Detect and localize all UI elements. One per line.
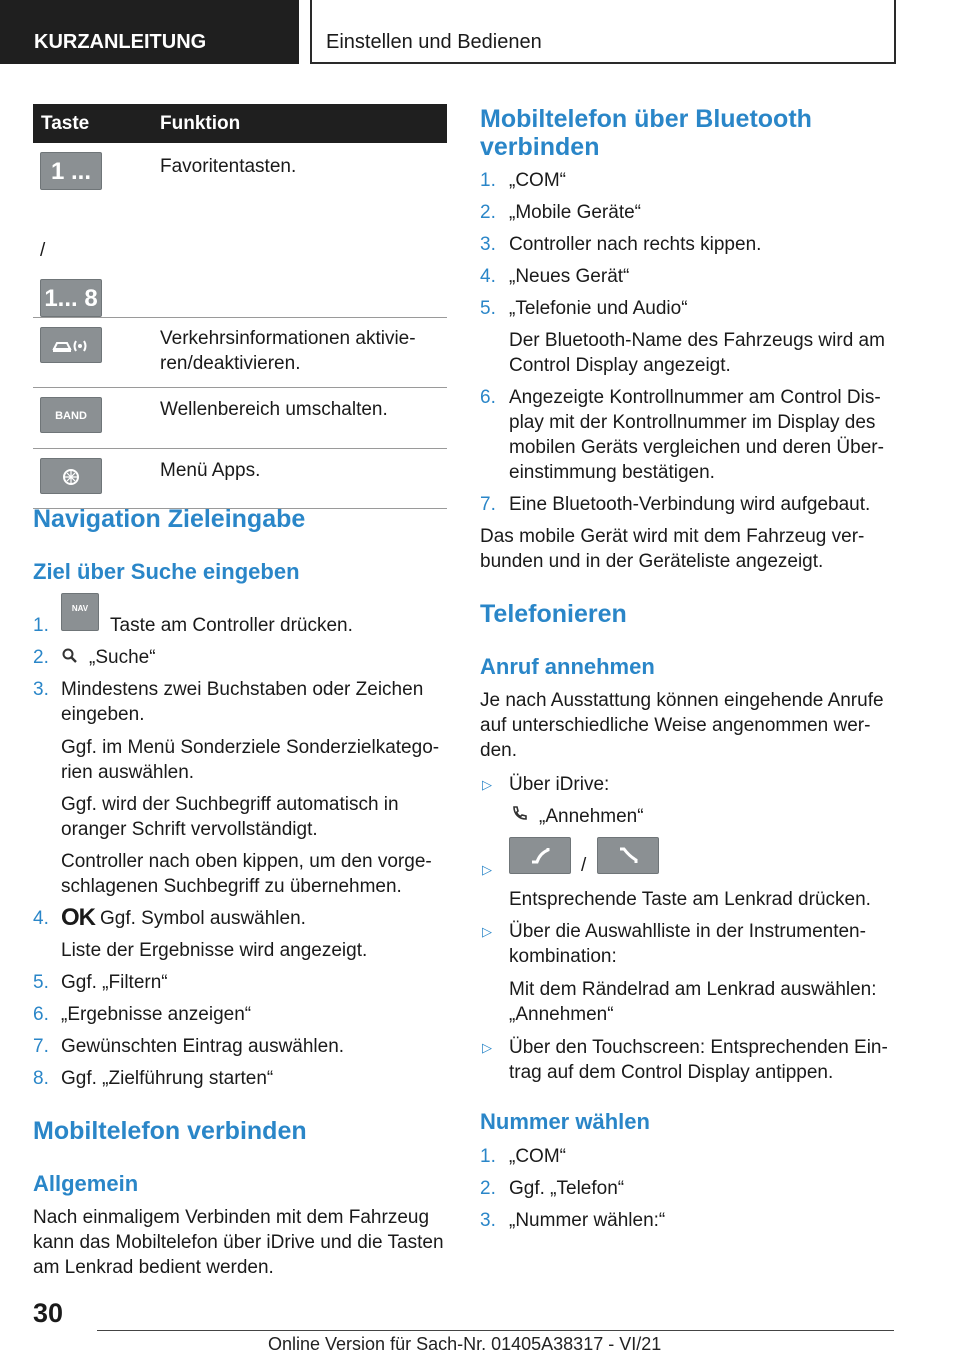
step-text: Gewünschten Eintrag auswählen.: [61, 1036, 345, 1057]
step-number: 1.: [480, 170, 496, 191]
key-function-table: [33, 104, 447, 509]
footer-version-text: Online Version für Sach-Nr. 01405A38317 - VI/21: [268, 1334, 662, 1354]
table-header-row: [33, 104, 447, 143]
step-text: Ggf. Symbol auswählen.: [100, 908, 306, 929]
step-note: Controller nach oben kippen, um den vorge-schlagenen Suchbegriff zu übernehmen.: [61, 851, 432, 897]
step-number: 2.: [33, 647, 49, 668]
subheading-search: Ziel über Suche eingeben: [33, 559, 300, 584]
subheading-answer-call: Anruf annehmen: [480, 654, 655, 679]
step-text: „Suche“: [89, 647, 156, 668]
step-number: 3.: [480, 1210, 496, 1231]
step-text: Ggf. „Telefon“: [509, 1178, 625, 1199]
section-tab: KURZANLEITUNG: [0, 0, 299, 64]
bullet-text: Über die Auswahlliste in der Instrumenten-kombination:: [509, 921, 866, 967]
step-text: Angezeigte Kontrollnummer am Control Dis-play mit der Kontrollnummer im Display des mobilen Geräts vergleichen und deren Über-einstimmung bestätigen.: [509, 387, 884, 483]
paragraph: Nach einmaligem Verbinden mit dem Fahrzeug kann das Mobiltelefon über iDrive und die Tasten am Lenkrad bedient werden.: [33, 1207, 444, 1278]
bullet-triangle-icon: ▷: [482, 777, 492, 792]
step-text: „COM“: [509, 170, 566, 191]
search-icon: [61, 647, 79, 670]
key-separator: /: [581, 855, 587, 876]
phone-icon: [511, 804, 529, 827]
step-text: Ggf. „Filtern“: [61, 972, 168, 993]
section-heading-navigation: Navigation Zieleingabe: [33, 505, 306, 533]
section-heading-bluetooth: Mobiltelefon über Bluetooth verbinden: [480, 105, 812, 161]
subheading-dial-number: Nummer wählen: [480, 1109, 650, 1134]
call-accept-key-icon: [509, 837, 571, 874]
step-number: 1.: [480, 1146, 496, 1167]
step-text: „Mobile Geräte“: [509, 202, 641, 223]
band-key: BAND: [40, 397, 102, 433]
step-text: Taste am Controller drücken.: [110, 615, 353, 636]
column-header-funktion: Funktion: [160, 104, 447, 143]
step-number: 6.: [33, 1004, 49, 1025]
page-number: 30: [33, 1298, 64, 1328]
step-number: 3.: [480, 234, 496, 255]
step-text: Mindestens zwei Buchstaben oder Zeichen eingeben.: [61, 679, 424, 725]
step-text: „Telefonie und Audio“: [509, 298, 688, 319]
favorite-key-1-7: 1 ... 7: [40, 152, 102, 190]
table-row: [33, 388, 447, 449]
bullet-sub-text: Mit dem Rändelrad am Lenkrad auswählen: „Annehmen“: [509, 979, 877, 1025]
step-number: 2.: [480, 202, 496, 223]
step-text: „Ergebnisse anzeigen“: [61, 1004, 252, 1025]
paragraph: Das mobile Gerät wird mit dem Fahrzeug ver-bunden und in der Geräteliste angezeigt.: [480, 526, 865, 572]
step-number: 7.: [33, 1036, 49, 1057]
nav-key: NAV: [61, 593, 99, 631]
section-heading-mobile: Mobiltelefon verbinden: [33, 1117, 307, 1145]
table-row: [33, 449, 447, 509]
function-text: Favoritentasten.: [160, 143, 447, 318]
chapter-title: Einstellen und Bedienen: [310, 0, 896, 64]
key-separator: /: [40, 240, 46, 261]
function-text: Menü Apps.: [160, 449, 447, 509]
bullet-triangle-icon: ▷: [482, 924, 492, 939]
step-number: 6.: [480, 387, 496, 408]
step-note: Ggf. im Menü Sonderziele Sonderzielkatego-rien auswählen.: [61, 737, 440, 783]
function-text: Verkehrsinformationen aktivie-ren/deaktivieren.: [160, 318, 447, 388]
table-row: [33, 143, 447, 318]
footer-divider: [97, 1330, 894, 1331]
favorite-key-1-8: 1... 8: [40, 279, 102, 317]
step-number: 5.: [33, 972, 49, 993]
step-number: 2.: [480, 1178, 496, 1199]
step-number: 4.: [480, 266, 496, 287]
column-header-taste: Taste: [33, 104, 160, 143]
subheading-general: Allgemein: [33, 1171, 139, 1196]
step-number: 7.: [480, 494, 496, 515]
step-text: „Neues Gerät“: [509, 266, 630, 287]
step-number: 1.: [33, 615, 49, 636]
step-text: „Nummer wählen:“: [509, 1210, 666, 1231]
step-number: 8.: [33, 1068, 49, 1089]
bullet-triangle-icon: ▷: [482, 862, 492, 877]
step-number: 4.: [33, 908, 49, 929]
step-text: Eine Bluetooth-Verbindung wird aufgebaut.: [509, 494, 871, 515]
bullet-sub-text: Entsprechende Taste am Lenkrad drücken.: [509, 889, 871, 910]
step-note: Der Bluetooth-Name des Fahrzeugs wird am Control Display angezeigt.: [509, 330, 885, 376]
step-note: Liste der Ergebnisse wird angezeigt.: [61, 940, 368, 961]
section-heading-phone: Telefonieren: [480, 600, 627, 628]
step-number: 5.: [480, 298, 496, 319]
bullet-sub-text: „Annehmen“: [539, 806, 644, 827]
call-key-icon: [597, 837, 659, 874]
bullet-text: Über den Touchscreen: Entsprechenden Ein-trag auf dem Control Display antippen.: [509, 1037, 888, 1083]
apps-key-icon: [40, 458, 102, 494]
step-text: Ggf. „Zielführung starten“: [61, 1068, 274, 1089]
traffic-info-key-icon: [40, 327, 102, 363]
step-number: 3.: [33, 679, 49, 700]
step-note: Ggf. wird der Suchbegriff automatisch in oranger Schrift vervollständigt.: [61, 794, 399, 840]
paragraph: Je nach Ausstattung können eingehende Anrufe auf unterschiedliche Weise angenommen wer-den.: [480, 690, 884, 761]
bullet-triangle-icon: ▷: [482, 1040, 492, 1055]
ok-icon: OK: [61, 904, 95, 931]
step-text: Controller nach rechts kippen.: [509, 234, 762, 255]
step-text: „COM“: [509, 1146, 566, 1167]
function-text: Wellenbereich umschalten.: [160, 388, 447, 449]
bullet-text: Über iDrive:: [509, 774, 610, 795]
table-row: [33, 318, 447, 388]
